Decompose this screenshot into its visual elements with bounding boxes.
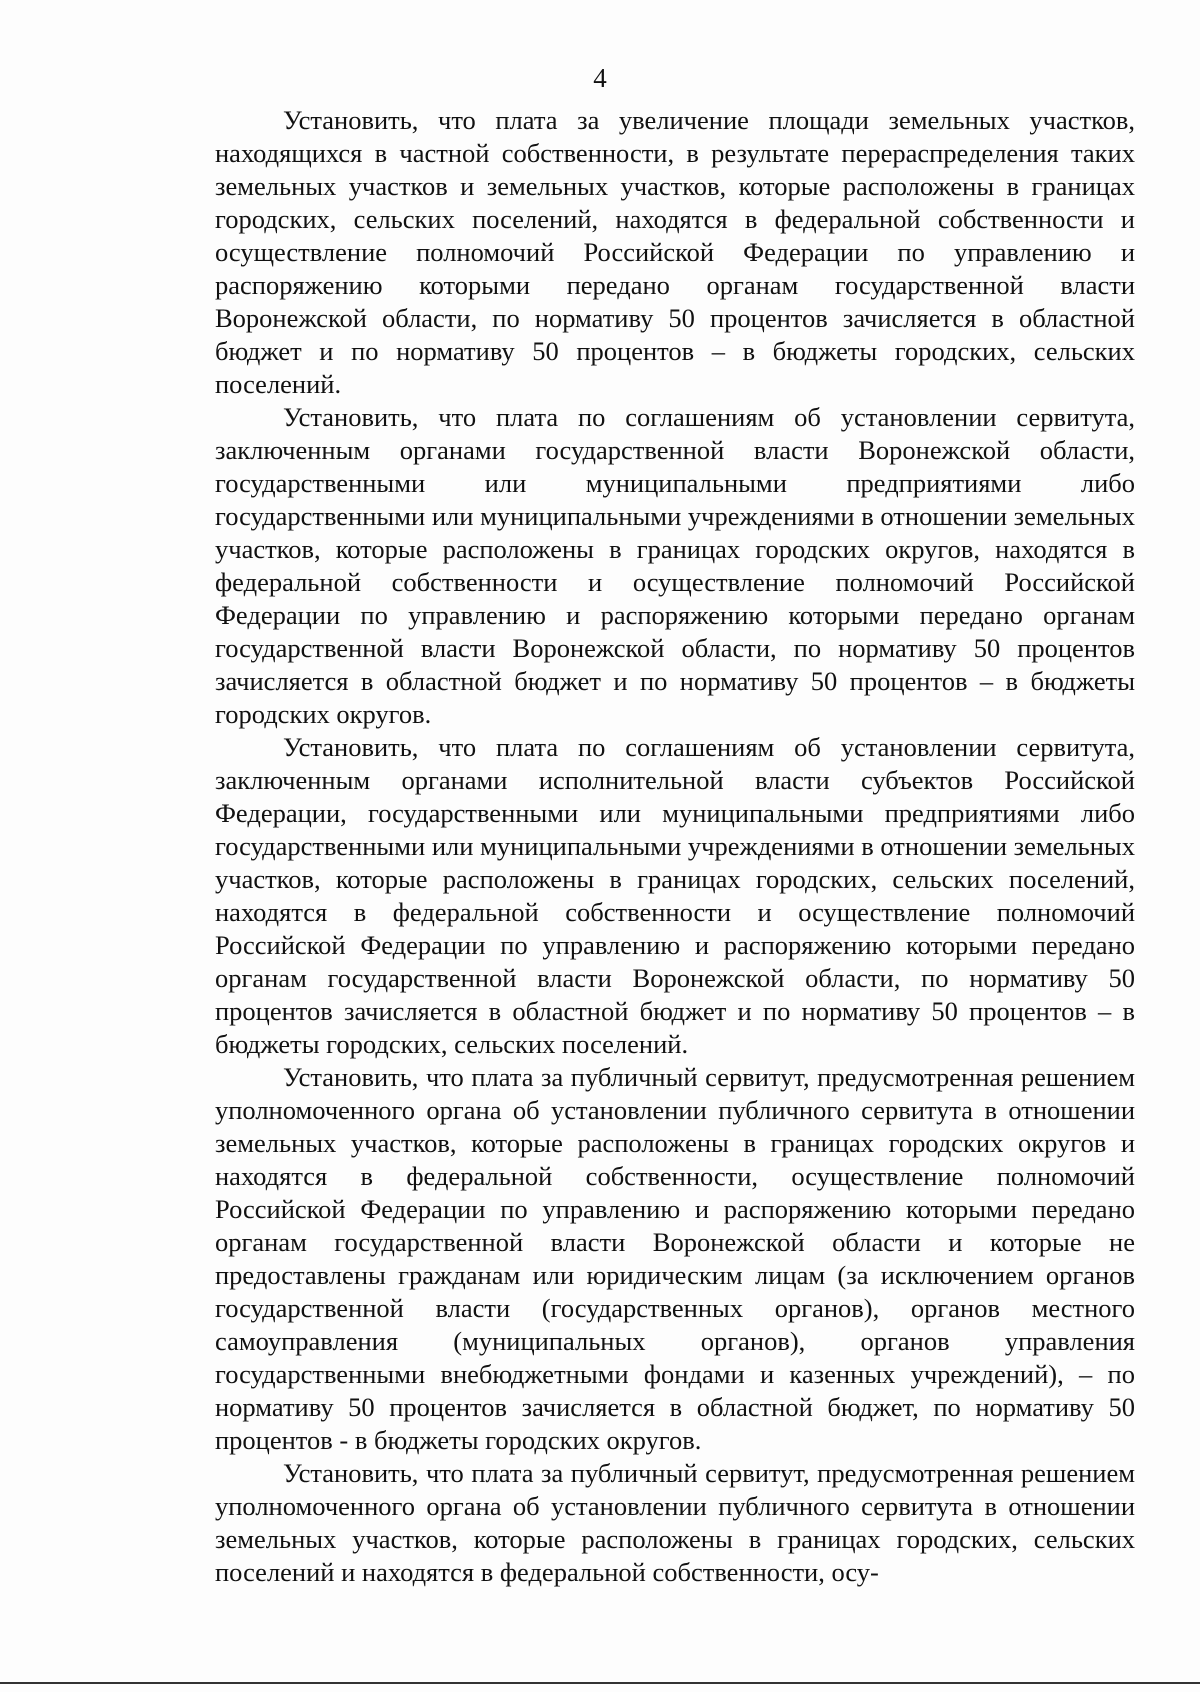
paragraph: Установить, что плата по соглашениям об установлении сервитута, заключенным органами государственной власти Воронежской области, государственными или муниципальными предприятиями либо государственными или муниципальными учреждениями в отношении земельных участков, которые расположены в границах городских округов, находятся в федеральной собственности и осуществление полномочий Российской Федерации по управлению и распоряжению которыми передано органам государственной власти Воронежской области, по нормативу 50 процентов зачисляется в областной бюджет и по нормативу 50 процентов – в бюджеты городских округов. <box>215 402 1135 729</box>
paragraph: Установить, что плата по соглашениям об установлении сервитута, заключенным органами исполнительной власти субъектов Российской Федерации, государственными или муниципальными предприятиями либо государственными или муниципальными учреждениями в отношении земельных участков, которые расположены в границах городских, сельских поселений, находятся в федеральной собственности и осуществление полномочий Российской Федерации по управлению и распоряжению которыми передано органам государственной власти Воронежской области, по нормативу 50 процентов зачисляется в областной бюджет и по нормативу 50 процентов – в бюджеты городских, сельских поселений. <box>215 732 1135 1059</box>
page-bottom-edge <box>0 1682 1200 1684</box>
paragraph: Установить, что плата за публичный сервитут, предусмотренная решением уполномоченного органа об установлении публичного сервитута в отношении земельных участков, которые расположены в границах городских округов и находятся в федеральной собственности, осуществление полномочий Российской Федерации по управлению и распоряжению которыми передано органам государственной власти Воронежской области и которые не предоставлены гражданам или юридическим лицам (за исключением органов государственной власти (государственных органов), органов местного самоуправления (муниципальных органов), органов управления государственными внебюджетными фондами и казенных учреждений), – по нормативу 50 процентов зачисляется в областной бюджет, по нормативу 50 процентов - в бюджеты городских округов. <box>215 1062 1135 1455</box>
paragraph: Установить, что плата за увеличение площади земельных участков, находящихся в частной собственности, в результате перераспределения таких земельных участков и земельных участков, которые расположены в границах городских, сельских поселений, находятся в федеральной собственности и осуществление полномочий Российской Федерации по управлению и распоряжению которыми передано органам государственной власти Воронежской области, по нормативу 50 процентов зачисляется в областной бюджет и по нормативу 50 процентов – в бюджеты городских, сельских поселений. <box>215 105 1135 399</box>
page-number: 4 <box>593 63 607 93</box>
document-body <box>215 104 1135 1589</box>
paragraph: Установить, что плата за публичный сервитут, предусмотренная решением уполномоченного органа об установлении публичного сервитута в отношении земельных участков, которые расположены в границах городских, сельских поселений и находятся в федеральной собственности, осу- <box>215 1458 1135 1587</box>
